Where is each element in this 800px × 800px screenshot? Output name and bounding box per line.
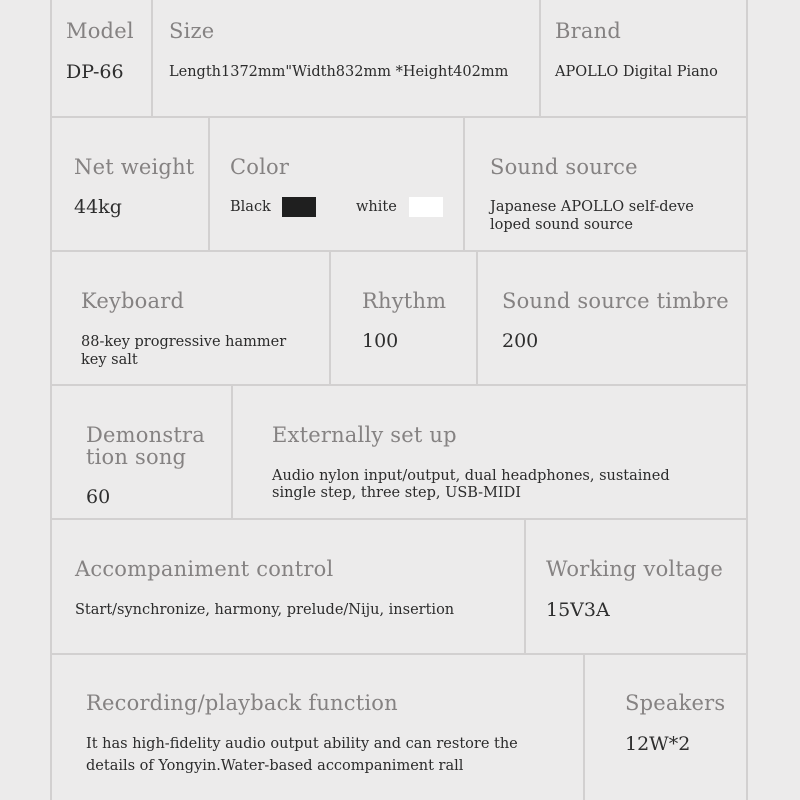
net-weight-value: 44kg bbox=[74, 196, 122, 218]
demo-value: 60 bbox=[86, 486, 111, 508]
recording-label: Recording/playback function bbox=[86, 691, 398, 715]
spec-row-5 bbox=[50, 520, 748, 653]
sound-source-cell bbox=[465, 118, 748, 250]
size-cell bbox=[153, 0, 541, 116]
white-swatch bbox=[409, 197, 443, 217]
recording-line-1: It has high-fidelity audio output ability and can restore the bbox=[86, 736, 518, 752]
model-value: DP-66 bbox=[66, 61, 124, 83]
accompaniment-cell bbox=[50, 520, 526, 653]
rhythm-label: Rhythm bbox=[362, 289, 447, 313]
color-cell bbox=[210, 118, 465, 250]
spec-row-1 bbox=[50, 0, 748, 116]
spec-row-4 bbox=[50, 386, 748, 518]
recording-line-2: details of Yongyin.Water-based accompaniment rall bbox=[86, 758, 464, 774]
color-option-black-label: Black bbox=[230, 199, 271, 215]
external-line-1: Audio nylon input/output, dual headphones, sustained bbox=[272, 468, 670, 484]
external-label: Externally set up bbox=[272, 423, 457, 447]
keyboard-line-2: key salt bbox=[81, 352, 138, 368]
sound-source-line-1: Japanese APOLLO self-deve bbox=[490, 199, 694, 215]
external-cell bbox=[233, 386, 748, 518]
model-cell bbox=[50, 0, 153, 116]
spec-row-3 bbox=[50, 252, 748, 384]
speakers-cell bbox=[585, 655, 748, 800]
color-option-white bbox=[356, 197, 443, 217]
color-option-black bbox=[230, 197, 316, 217]
demo-label-line-1: Demonstra bbox=[86, 423, 205, 447]
spec-row-6 bbox=[50, 655, 748, 800]
timbre-label: Sound source timbre bbox=[502, 289, 729, 313]
voltage-label: Working voltage bbox=[546, 557, 723, 581]
voltage-value: 15V3A bbox=[546, 599, 610, 621]
speakers-label: Speakers bbox=[625, 691, 726, 715]
external-line-2: single step, three step, USB-MIDI bbox=[272, 485, 521, 501]
keyboard-cell bbox=[50, 252, 331, 384]
accompaniment-value: Start/synchronize, harmony, prelude/Niju, insertion bbox=[75, 602, 455, 618]
sound-source-line-2: loped sound source bbox=[490, 217, 634, 233]
net-weight-label: Net weight bbox=[74, 155, 195, 179]
model-label: Model bbox=[66, 19, 134, 43]
accompaniment-label: Accompaniment control bbox=[75, 557, 334, 581]
timbre-value: 200 bbox=[502, 330, 539, 352]
color-option-white-label: white bbox=[356, 199, 397, 215]
keyboard-label: Keyboard bbox=[81, 289, 185, 313]
size-label: Size bbox=[169, 19, 215, 43]
rhythm-value: 100 bbox=[362, 330, 399, 352]
spec-row-2 bbox=[50, 118, 748, 250]
sound-source-label: Sound source bbox=[490, 155, 638, 179]
size-value: Length1372mm"Width832mm *Height402mm bbox=[169, 64, 509, 80]
demo-label-line-2: tion song bbox=[86, 445, 187, 469]
demo-cell bbox=[50, 386, 233, 518]
speakers-value: 12W*2 bbox=[625, 733, 691, 755]
brand-label: Brand bbox=[555, 19, 621, 43]
net-weight-cell bbox=[50, 118, 210, 250]
black-swatch bbox=[282, 197, 316, 217]
brand-cell bbox=[541, 0, 748, 116]
keyboard-line-1: 88-key progressive hammer bbox=[81, 334, 287, 350]
recording-cell bbox=[50, 655, 585, 800]
rhythm-cell bbox=[331, 252, 478, 384]
color-label: Color bbox=[230, 155, 290, 179]
voltage-cell bbox=[526, 520, 748, 653]
timbre-cell bbox=[478, 252, 748, 384]
brand-value: APOLLO Digital Piano bbox=[555, 64, 718, 80]
